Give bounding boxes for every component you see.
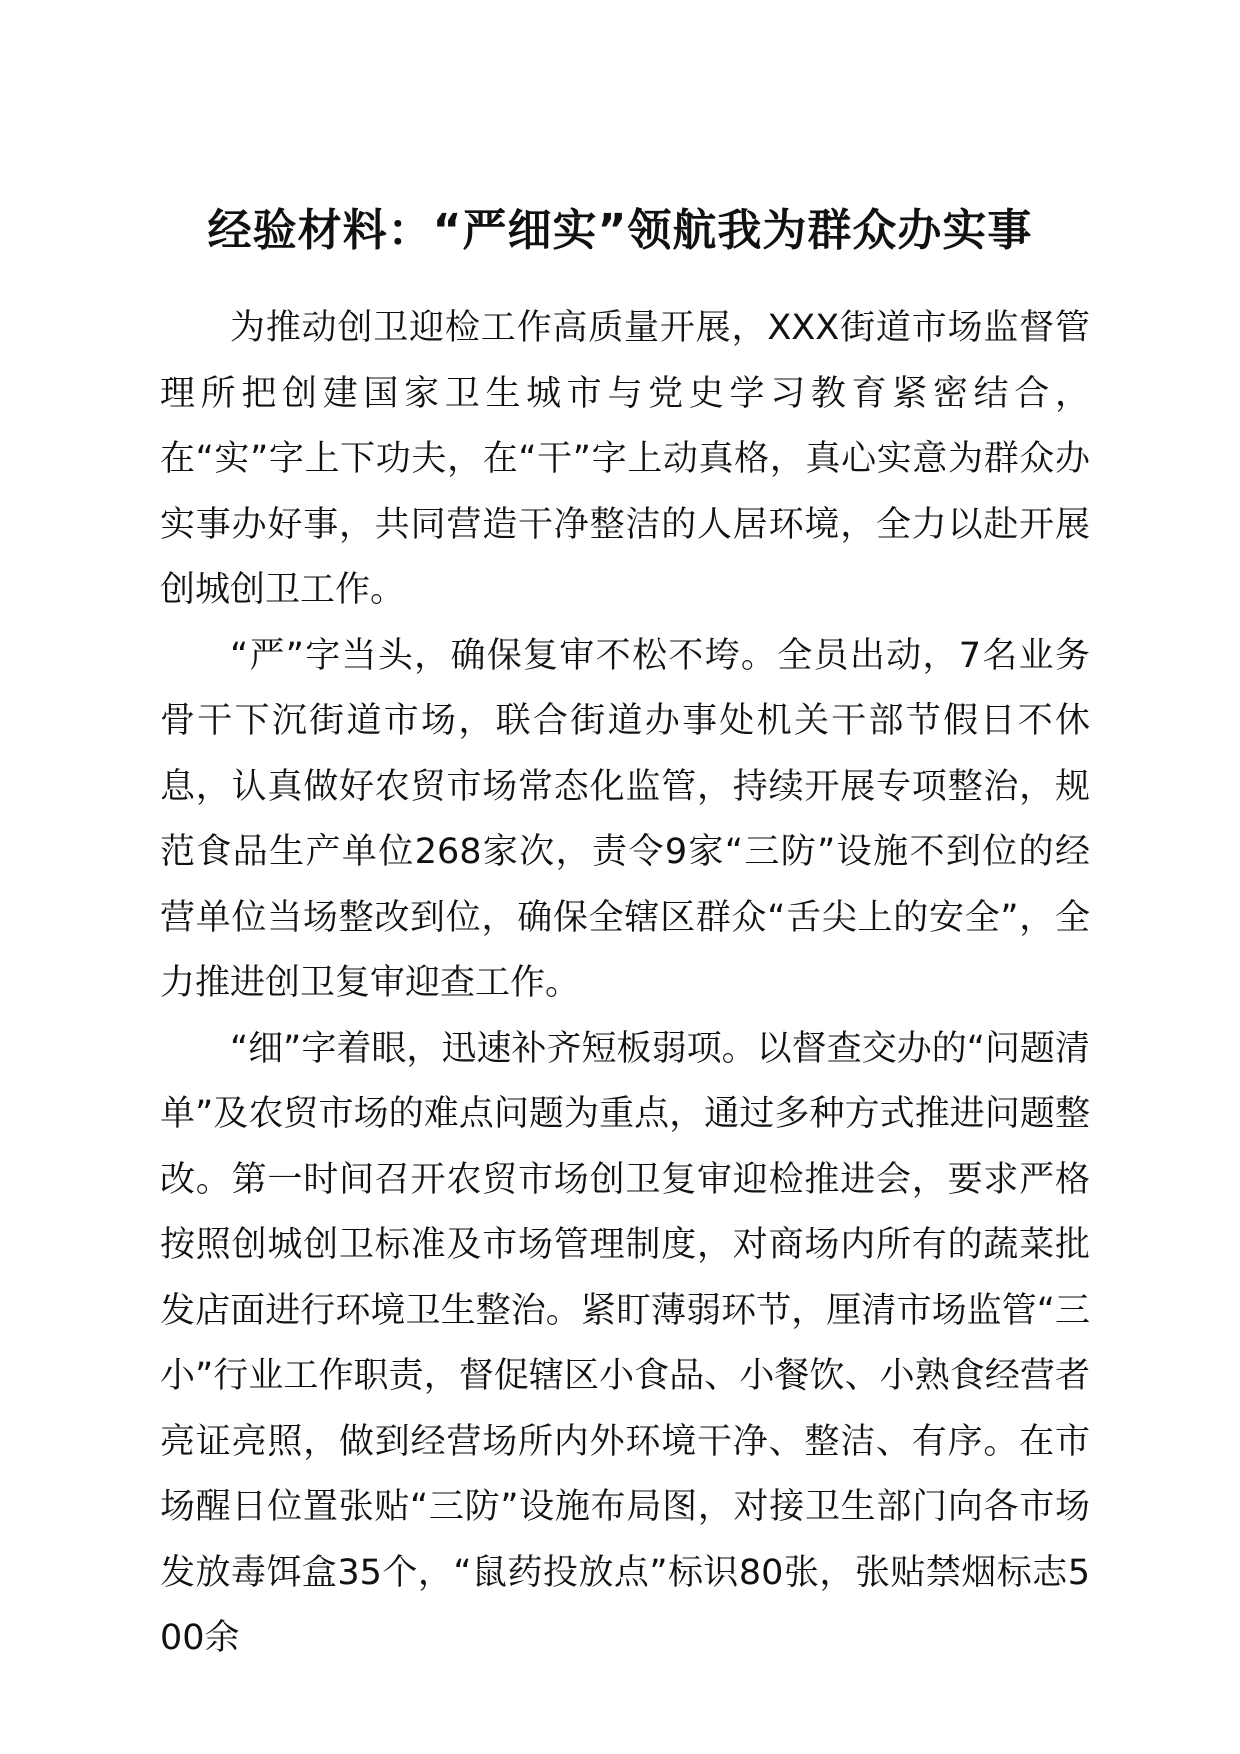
document-title: 经验材料：“严细实”领航我为群众办实事 <box>207 205 1033 256</box>
paragraph-intro: 为推动创卫迎检工作高质量开展，XXX街道市场监督管理所把创建国家卫生城市与党史学习教育紧密结合，在“实”字上下功夫，在“干”字上动真格，真心实意为群众办实事办好事，共同营造干净整洁的人居环境，全力以赴开展创城创卫工作。 <box>160 308 1090 610</box>
paragraph-strict: “严”字当头，确保复审不松不垮。全员出动，7名业务骨干下沉街道市场，联合街道办事处机关干部节假日不休息，认真做好农贸市场常态化监管，持续开展专项整治，规范食品生产单位268家次，责令9家“三防”设施不到位的经营单位当场整改到位，确保全辖区群众“舌尖上的安全”，全力推进创卫复审迎查工作。 <box>160 635 1090 1003</box>
paragraph-detail: “细”字着眼，迅速补齐短板弱项。以督查交办的“问题清单”及农贸市场的难点问题为重点，通过多种方式推进问题整改。第一时间召开农贸市场创卫复审迎检推进会，要求严格按照创城创卫标准及市场管理制度，对商场内所有的蔬菜批发店面进行环境卫生整治。紧盯薄弱环节，厘清市场监管“三小”行业工作职责，督促辖区小食品、小餐饮、小熟食经营者亮证亮照，做到经营场所内外环境干净、整洁、有序。在市场醒日位置张贴“三防”设施布局图，对接卫生部门向各市场发放毒饵盒35个，“鼠药投放点”标识80张，张贴禁烟标志500余 <box>160 1028 1090 1658</box>
document-body <box>160 296 1090 1672</box>
